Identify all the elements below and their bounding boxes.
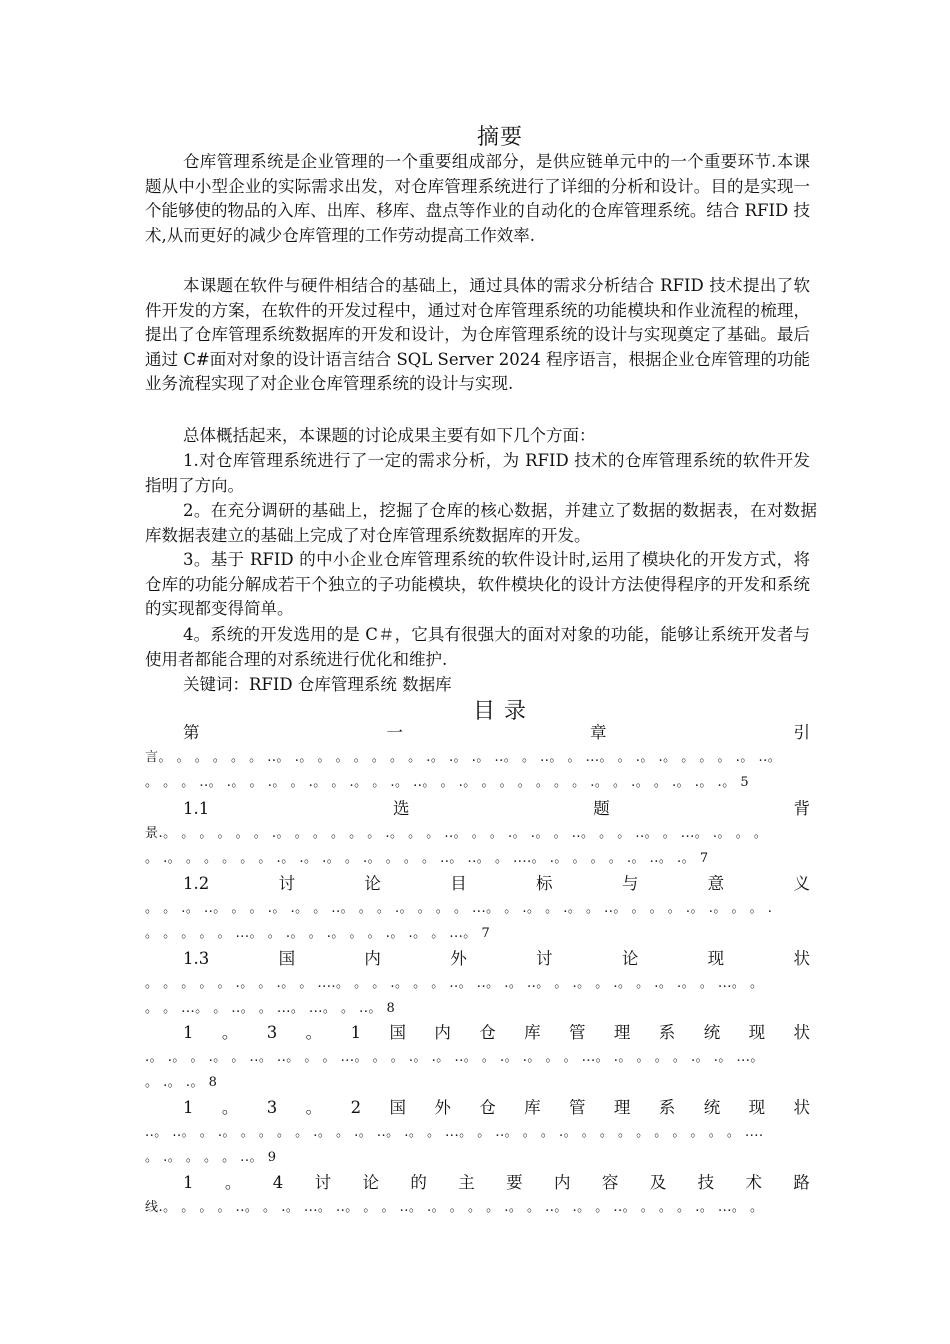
toc-word: 内 (434, 1023, 451, 1042)
toc-word: 目 (450, 874, 467, 893)
abstract-paragraph-1: 仓库管理系统是企业管理的一个重要组成部分，是供应链单元中的一个重要环节.本课题从中小型企业的实际需求出发，对仓库管理系统进行了详细的分析和设计。目的是实现一个能够使的物品的入库、出库、移库、盘点等作业的自动化的仓库管理系统。结合 RFID 技术,从而更好的减少仓库管理的工作劳动提高工作效率. (145, 152, 810, 245)
toc-word: 。 (221, 1023, 239, 1042)
toc-entry-1-1-heading[interactable] (145, 797, 810, 821)
toc-word: 内 (364, 949, 381, 968)
toc-entry-1-3-heading[interactable] (145, 947, 810, 971)
toc-entry-1-4-heading[interactable] (145, 1171, 810, 1195)
toc-word: 2 (350, 1098, 362, 1117)
toc-leader-line: 言。 。 。 。 。 。 ..。 .。 。 。 。 。 。 。 .。 .。 .。 ..。 。 ..。 。 ...。 。 .。 .。 。 。 。 .。 ..。 (145, 750, 782, 765)
toc-word: 1.3 (183, 949, 210, 968)
toc-leader-line: 。 。 。 ..。 .。 。 .。 。 .。 。 .。 。 .。 ..。 。 .。 。 。 。 。 。 。 .。 。 .。 。 .。 .。 .。 5 (145, 775, 750, 790)
toc-word: 义 (793, 874, 810, 893)
abstract-paragraph-4: 1.对仓库管理系统进行了一定的需求分析，为 RFID 技术的仓库管理系统的软件开发指明了方向。 (145, 451, 810, 495)
toc-leader-line: 。 .。 。 。 。 ..。 9 (145, 1150, 277, 1165)
toc-word: 第 (183, 723, 200, 742)
toc-leader-line: 。 。 ...。 。 ..。 。 ...。 ...。 。 ..。 8 (145, 1001, 396, 1016)
toc-title: 目 录 (473, 699, 527, 724)
toc-word: 题 (593, 799, 610, 818)
toc-word: 状 (793, 1023, 810, 1042)
toc-word: 路 (793, 1173, 810, 1192)
toc-word: 标 (536, 874, 553, 893)
toc-word: 内 (554, 1173, 571, 1192)
toc-word: 讨 (536, 949, 553, 968)
toc-word: 。 (305, 1023, 323, 1042)
toc-word: 论 (362, 1173, 379, 1192)
toc-word: 外 (450, 949, 467, 968)
toc-word: 论 (364, 874, 381, 893)
toc-leader-line: ..。 ..。 。 .。 。 。 。 。 .。 。 .。 ..。 .。 。 ...。 。 ..。 。 。 .。 。 。 。 。 。 。 。 。 。 .... (145, 1125, 764, 1140)
toc-entry-1-2-heading[interactable] (145, 872, 810, 896)
toc-word: 讨 (314, 1173, 332, 1192)
abstract-paragraph-2: 本课题在软件与硬件相结合的基础上，通过具体的需求分析结合 RFID 技术提出了软件开发的方案，在软件的开发过程中，通过对仓库管理系统的功能模块和作业流程的梳理，提出了仓库管理系统数据库的开发和设计，为仓库管理系统的设计与实现奠定了基础。最后通过 C#面对对象的设计语言结合 SQL Server 2024 程序语言，根据企业仓库管理的功能业务流程实现了对企业仓库管理系统的设计与实现. (145, 276, 810, 394)
toc-leader-line: 。 .。 .。 8 (145, 1075, 218, 1090)
toc-word: 统 (703, 1098, 721, 1117)
toc-word: 国 (278, 949, 296, 968)
toc-word: 选 (393, 799, 410, 818)
toc-entry-1-heading[interactable] (145, 721, 810, 745)
toc-word: 技 (697, 1173, 715, 1192)
toc-word: 系 (658, 1098, 676, 1117)
toc-word: 意 (707, 874, 725, 893)
toc-word: 要 (506, 1173, 523, 1192)
toc-word: 术 (745, 1173, 762, 1192)
keywords: 关键词：RFID 仓库管理系统 数据库 (183, 675, 452, 694)
toc-word: 及 (649, 1173, 667, 1192)
toc-word: 仓 (479, 1098, 496, 1117)
toc-word: 。 (221, 1098, 239, 1117)
toc-word: 1.2 (183, 874, 210, 893)
toc-entry-1-3-2-heading[interactable] (145, 1096, 810, 1120)
toc-word: 管 (569, 1023, 586, 1042)
toc-word: 现 (707, 949, 725, 968)
toc-word: 库 (524, 1098, 541, 1117)
abstract-title: 摘要 (476, 125, 523, 150)
toc-word: 3 (266, 1098, 278, 1117)
toc-word: 国 (389, 1098, 406, 1117)
toc-word: 容 (601, 1173, 619, 1192)
toc-word: 主 (458, 1173, 475, 1192)
toc-word: 状 (793, 1098, 810, 1117)
toc-word: 一 (386, 723, 403, 742)
toc-leader-line: 。 .。 。 。 。 。 。 .。 .。 .。 。 .。 。 。 。 ..。 ..。 。 ....。 .。 。 。 。 .。 ..。 .。 7 (145, 851, 709, 866)
abstract-paragraph-5: 2。在充分调研的基础上，挖掘了仓库的核心数据，并建立了数据的数据表，在对数据库数据表建立的基础上完成了对仓库管理系统数据库的开发。 (145, 501, 817, 545)
toc-word: 3 (266, 1023, 278, 1042)
toc-leader-line: 景.。 。 。 。 。 。 .。 。 。 。 。 。 .。 。 。 ..。 。 。 .。 .。 。 ..。 。 。 ..。 。 ...。 .。 。 。 (145, 826, 768, 841)
toc-word: 外 (434, 1098, 451, 1117)
toc-word: 系 (658, 1023, 676, 1042)
toc-word: 1.1 (183, 799, 210, 818)
toc-word: 仓 (479, 1023, 496, 1042)
toc-word: 讨 (278, 874, 296, 893)
abstract-paragraph-3: 总体概括起来，本课题的讨论成果主要有如下几个方面： (183, 426, 596, 445)
toc-word: 的 (410, 1173, 427, 1192)
toc-word: 1 (183, 1173, 194, 1192)
toc-leader-line: .。 .。 。 .。 。 ..。 ..。 。 。 ...。 。 。 .。 .。 ..。 。 .。 .。 。 。 ...。 .。 。 。 。 .。 .。 ...。 (145, 1050, 764, 1065)
toc-word: 1 (350, 1023, 362, 1042)
toc-word: 4 (272, 1173, 284, 1192)
toc-word: 统 (703, 1023, 721, 1042)
toc-word: 状 (793, 949, 810, 968)
toc-leader-line: 。 。 。 。 。 ...。 。 .。 。 .。 。 。 .。 .。 。 ...。 7 (145, 926, 491, 941)
toc-leader-line: 。 。 .。 ..。 。 。 .。 .。 。 ..。 。 。 .。 。 。 。 ...。 。 .。 。 .。 。 ..。 。 。 。 .。 .。 。 。 . (145, 901, 773, 916)
toc-word: 。 (305, 1098, 323, 1117)
toc-word: 。 (224, 1173, 242, 1192)
toc-word: 1 (183, 1023, 194, 1042)
toc-word: 引 (793, 723, 810, 742)
toc-leader-line: 线.。 。 。 。 ..。 。 .。 ...。 ..。 。 。 ..。 .。 。 。 。 .。 。 ..。 .。 。 ..。 。 。 。 .。 ...。 。 (145, 1200, 764, 1215)
toc-word: 章 (590, 723, 607, 742)
toc-word: 国 (389, 1023, 406, 1042)
toc-word: 库 (524, 1023, 541, 1042)
abstract-paragraph-7: 4。系统的开发选用的是 C＃，它具有很强大的面对对象的功能，能够让系统开发者与使用者都能合理的对系统进行优化和维护. (145, 625, 810, 669)
toc-word: 理 (613, 1098, 631, 1117)
toc-word: 与 (621, 874, 639, 893)
toc-word: 1 (183, 1098, 194, 1117)
toc-entry-1-3-1-heading[interactable] (145, 1021, 810, 1045)
toc-word: 论 (621, 949, 639, 968)
toc-word: 管 (569, 1098, 586, 1117)
toc-word: 现 (748, 1023, 766, 1042)
toc-word: 现 (748, 1098, 766, 1117)
toc-word: 背 (793, 799, 810, 818)
toc-word: 理 (613, 1023, 631, 1042)
abstract-paragraph-6: 3。基于 RFID 的中小企业仓库管理系统的软件设计时,运用了模块化的开发方式，将仓库的功能分解成若干个独立的子功能模块，软件模块化的设计方法使得程序的开发和系统的实现都变得简单。 (145, 550, 810, 619)
toc-leader-line: 。 。 。 。 。 .。 。 .。 。 ....。 。 。 .。 。 。 ..。 ..。 .。 ..。 。 .。 。 .。 。 .。 .。 。 ...。 。 (145, 976, 764, 991)
